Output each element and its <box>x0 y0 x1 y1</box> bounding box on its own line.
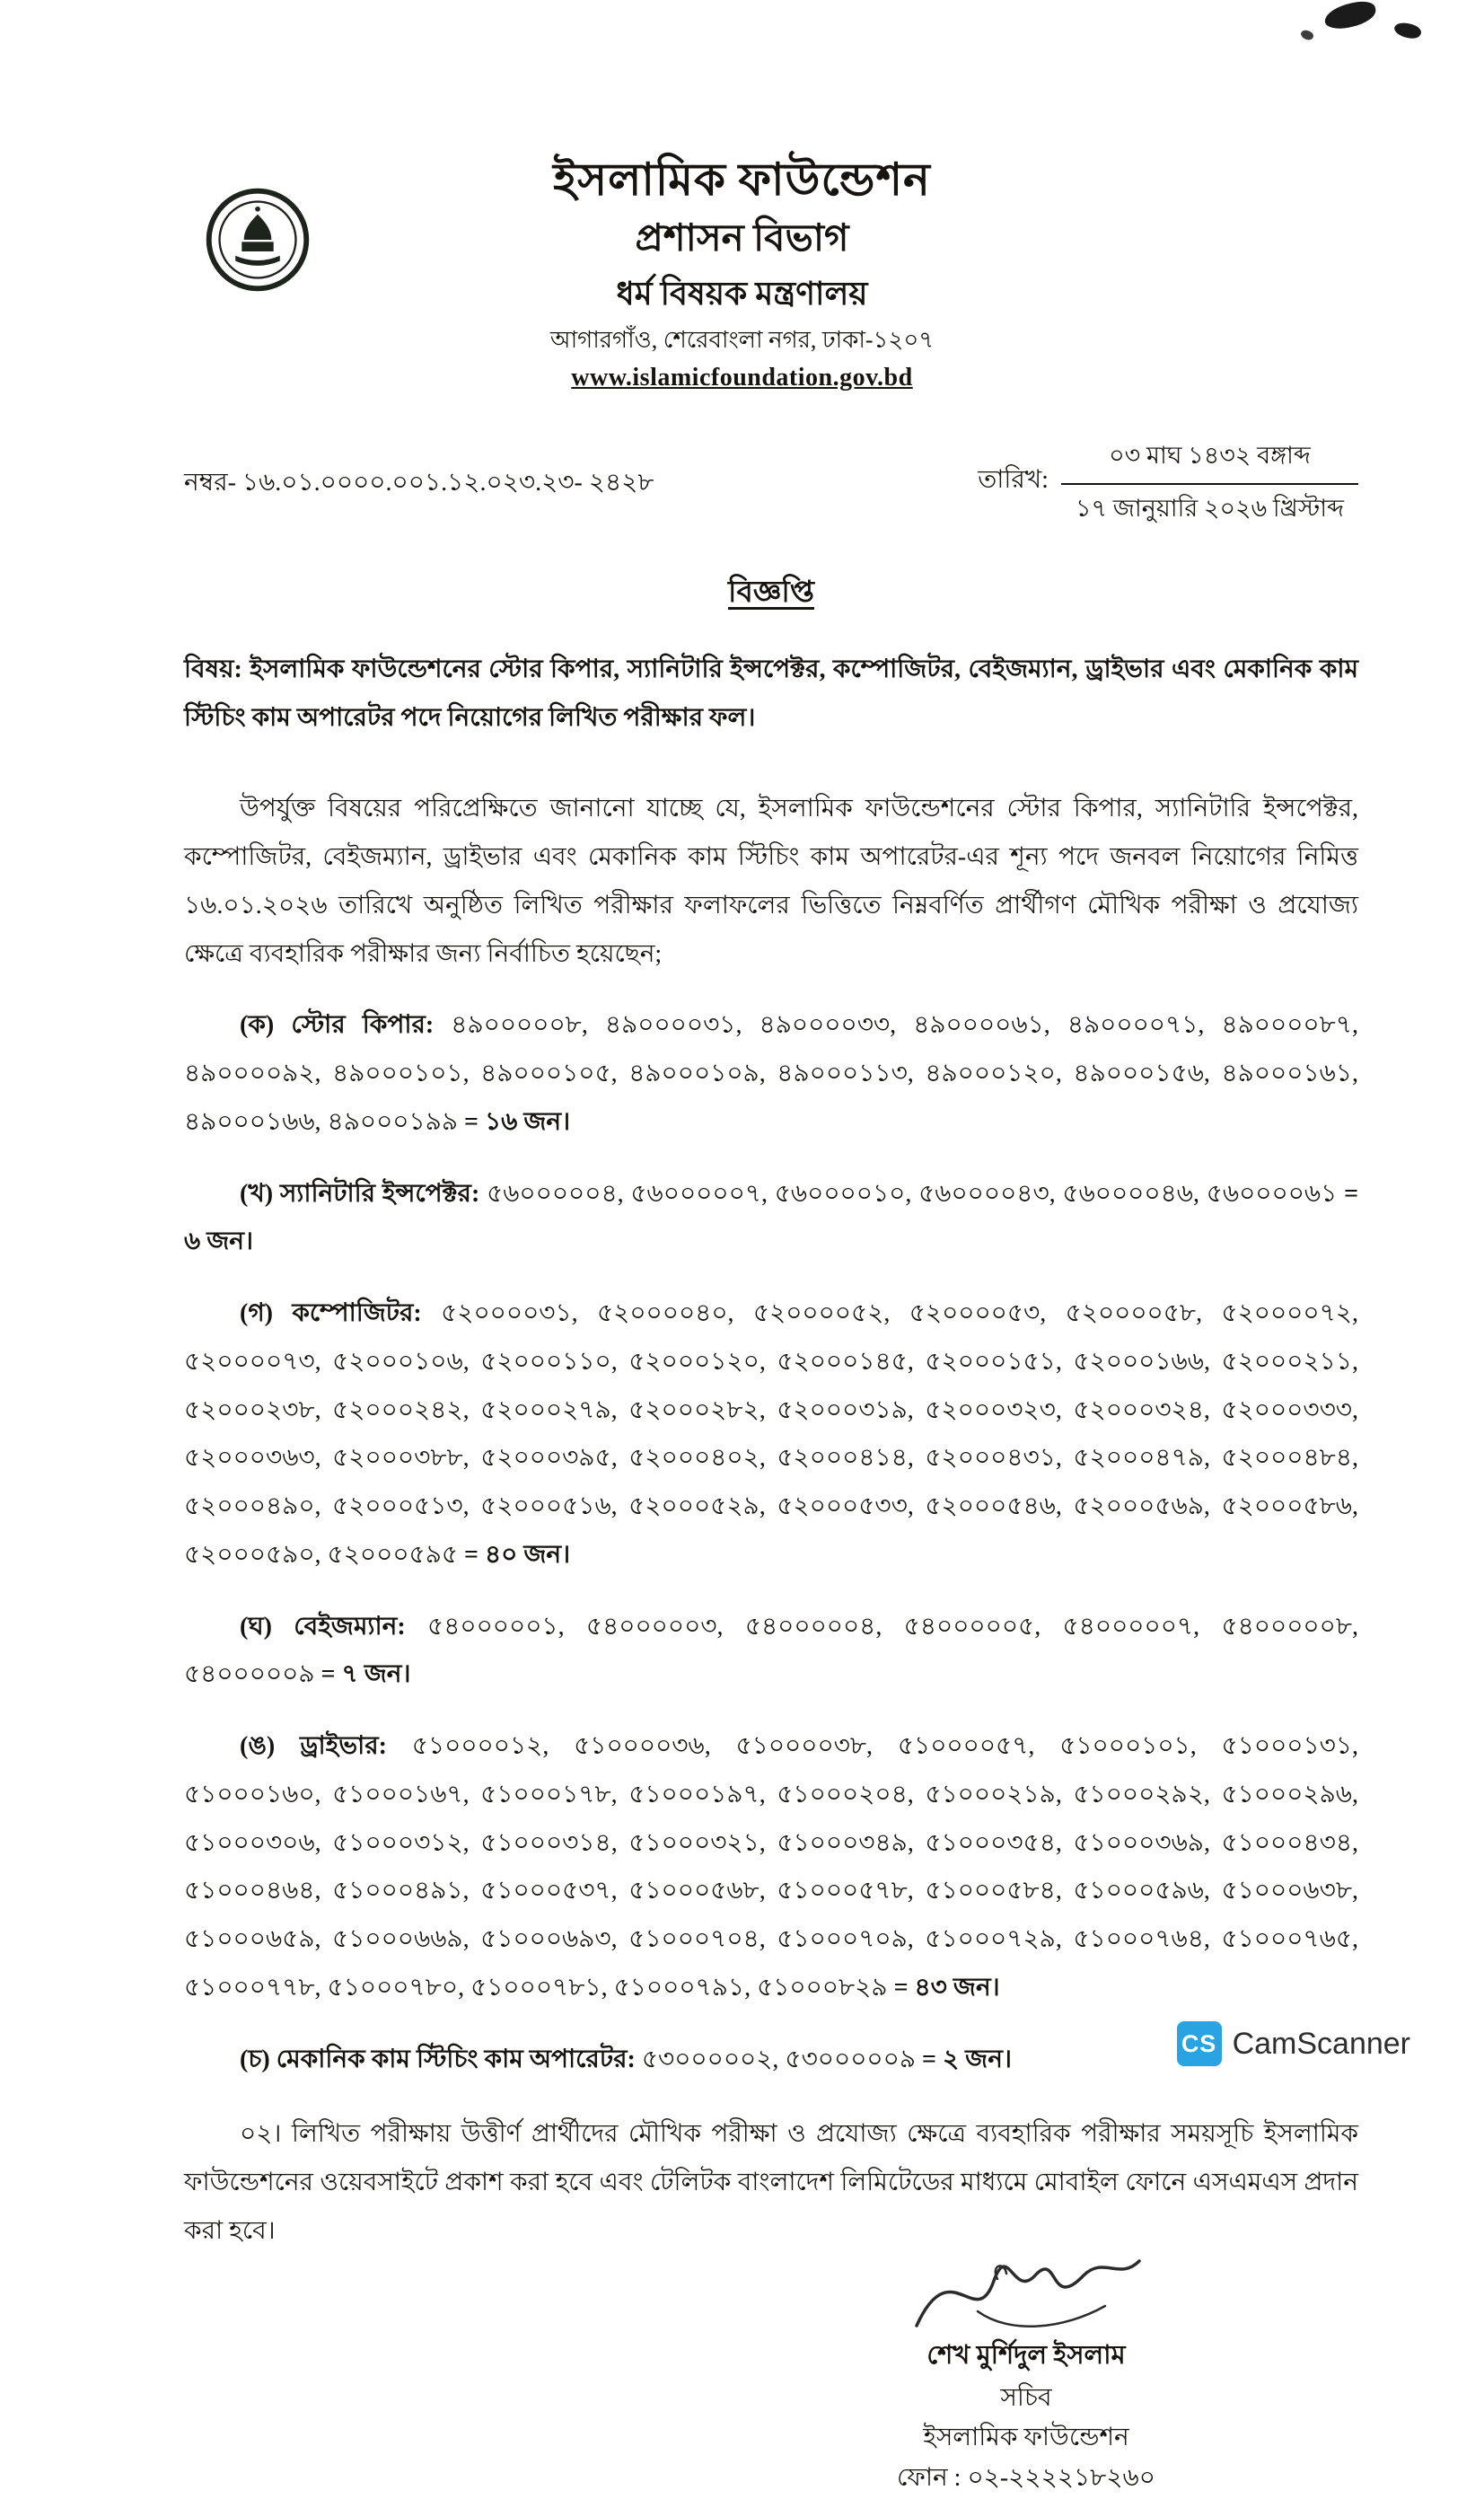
date-bangla: ০৩ মাঘ ১৪৩২ বঙ্গাব্দ <box>1109 441 1311 469</box>
intro-paragraph: উপর্যুক্ত বিষয়ের পরিপ্রেক্ষিতে জানানো যাচ্ছে যে, ইসলামিক ফাউন্ডেশনের স্টোর কিপার, স্যানিটারি ইন্সপেক্টর, কম্পোজিটর, বেইজম্যান, ড্রাইভার এবং মেকানিক কাম স্টিচিং কাম অপারেটর-এর শূন্য পদে জনবল নিয়োগের নিমিত্ত ১৬.০১.২০২৬ তারিখে অনুষ্ঠিত লিখিত পরীক্ষার ফলাফলের ভিত্তিতে নিম্নবর্ণিত প্রার্থীগণ মৌখিক পরীক্ষা ও প্রযোজ্য ক্ষেত্রে ব্যবহারিক পরীক্ষার জন্য নির্বাচিত হয়েছেন; <box>184 795 1358 968</box>
closing-paragraph: ০২। লিখিত পরীক্ষায় উত্তীর্ণ প্রার্থীদের মৌখিক পরীক্ষা ও প্রযোজ্য ক্ষেত্রে ব্যবহারিক পরীক্ষার সময়সূচি ইসলামিক ফাউন্ডেশনের ওয়েবসাইটে প্রকাশ করা হবে এবং টেলিটক বাংলাদেশ লিমিটেডের মাধ্যমে মোবাইল ফোনে এসএমএস প্রদান করা হবে। <box>184 2120 1358 2245</box>
result-item-compositor <box>184 1289 1358 1579</box>
website-link[interactable]: www.islamicfoundation.gov.bd <box>571 364 913 392</box>
result-head <box>240 1732 387 1760</box>
signatory-designation: সচিব <box>1000 2383 1052 2412</box>
result-head <box>240 1299 422 1327</box>
signatory-name: শেখ মুর্শিদুল ইসলাম <box>926 2340 1126 2370</box>
result-count: = ৬ জন। <box>184 1179 1359 1256</box>
result-roll-numbers: ৫৬০০০০০৪, ৫৬০০০০০৭, ৫৬০০০০১০, ৫৬০০০০৪৩, ৫৬০০০০৪৬, ৫৬০০০০৬১ <box>487 1179 1338 1208</box>
signatory-organization: ইসলামিক ফাউন্ডেশন <box>923 2424 1129 2452</box>
result-roll-numbers: ৫১০০০০১২, ৫১০০০০৩৬, ৫১০০০০৩৮, ৫১০০০০৫৭, ৫১০০০১০১, ৫১০০০১৩১, ৫১০০০১৬০, ৫১০০০১৬৭, ৫১০০০১৭৮, ৫১০০০১৯৭, ৫১০০০২০৪, ৫১০০০২১৯, ৫১০০০২৯২, ৫১০০০২৯৬, ৫১০০০৩০৬, ৫১০০০৩১২, ৫১০০০৩১৪, ৫১০০০৩২১, ৫১০০০৩৪৯, ৫১০০০৩৫৪, ৫১০০০৩৬৯, ৫১০০০৪৩৪, ৫১০০০৪৬৪, ৫১০০০৪৯১, ৫১০০০৫৩৭, ৫১০০০৫৬৮, ৫১০০০৫৭৮, ৫১০০০৫৮৪, ৫১০০০৫৯৬, ৫১০০০৬৩৮, ৫১০০০৬৫৯, ৫১০০০৬৬৯, ৫১০০০৬৯৩, ৫১০০০৭০৪, ৫১০০০৭০৯, ৫১০০০৭২৯, ৫১০০০৭৬৪, ৫১০০০৭৬৫, ৫১০০০৭৭৮, ৫১০০০৭৮০, ৫১০০০৭৮১, ৫১০০০৭৯১, ৫১০০০৮২৯ <box>184 1732 1359 2002</box>
date-gregorian: ১৭ জানুয়ারি ২০২৬ খ্রিস্টাব্দ <box>1075 494 1344 522</box>
islamic-foundation-seal-icon <box>205 187 311 293</box>
date-label: তারিখ: <box>978 466 1049 495</box>
result-head <box>240 1011 434 1039</box>
result-count: = ৪৩ জন। <box>893 1973 1000 2002</box>
result-label: (চ) <box>240 2045 270 2073</box>
notice-body <box>184 437 1358 2499</box>
date-stack <box>1061 437 1358 531</box>
memo-row <box>184 437 1358 531</box>
result-count: = ২ জন। <box>922 2045 1012 2073</box>
result-title: মেকানিক কাম স্টিচিং কাম অপারেটর: <box>276 2045 636 2073</box>
result-title: স্যানিটারি ইন্সপেক্টর: <box>279 1179 480 1208</box>
date-block <box>978 437 1358 531</box>
result-item-store-keeper <box>184 1001 1358 1146</box>
result-roll-numbers: ৫২০০০০৩১, ৫২০০০০৪০, ৫২০০০০৫২, ৫২০০০০৫৩, ৫২০০০০৫৮, ৫২০০০০৭২, ৫২০০০০৭৩, ৫২০০০১০৬, ৫২০০০১১০, ৫২০০০১২০, ৫২০০০১৪৫, ৫২০০০১৫১, ৫২০০০১৬৬, ৫২০০০২১১, ৫২০০০২৩৮, ৫২০০০২৪২, ৫২০০০২৭৯, ৫২০০০২৮২, ৫২০০০৩১৯, ৫২০০০৩২৩, ৫২০০০৩২৪, ৫২০০০৩৩৩, ৫২০০০৩৬৩, ৫২০০০৩৮৮, ৫২০০০৩৯৫, ৫২০০০৪০২, ৫২০০০৪১৪, ৫২০০০৪৩১, ৫২০০০৪৭৯, ৫২০০০৪৮৪, ৫২০০০৪৯০, ৫২০০০৫১৩, ৫২০০০৫১৬, ৫২০০০৫২৯, ৫২০০০৫৩৩, ৫২০০০৫৪৬, ৫২০০০৫৬৯, ৫২০০০৫৮৬, ৫২০০০৫৯০, ৫২০০০৫৯৫ <box>184 1299 1359 1569</box>
result-roll-numbers: ৫৩০০০০০২, ৫৩০০০০০৯ <box>641 2045 917 2073</box>
result-count: = ৭ জন। <box>321 1660 411 1689</box>
camscanner-watermark <box>1177 2021 1410 2066</box>
camscanner-logo-icon: CS <box>1177 2021 1222 2066</box>
signature-block <box>820 2225 1233 2499</box>
subject-line: বিষয়: ইসলামিক ফাউন্ডেশনের স্টোর কিপার, স্যানিটারি ইন্সপেক্টর, কম্পোজিটর, বেইজম্যান, ড্রাইভার এবং মেকানিক কাম স্টিচিং কাম অপারেটর পদে নিয়োগের লিখিত পরীক্ষার ফল। <box>184 655 1358 732</box>
org-name: ইসলামিক ফাউন্ডেশন <box>553 154 931 205</box>
result-label: (ক) <box>240 1011 275 1040</box>
result-count: = ৪০ জন। <box>464 1540 571 1569</box>
org-address: আগারগাঁও, শেরেবাংলা নগর, ঢাকা-১২০৭ <box>549 326 935 353</box>
result-item-driver <box>184 1722 1358 2012</box>
memo-number: নম্বর- ১৬.০১.০০০০.০০১.১২.০২৩.২৩- ২৪২৮ <box>184 469 654 497</box>
result-label: (ঙ) <box>240 1732 276 1761</box>
result-head <box>240 1613 406 1641</box>
result-roll-numbers: ৫৪০০০০০১, ৫৪০০০০০৩, ৫৪০০০০০৪, ৫৪০০০০০৫, ৫৪০০০০০৭, ৫৪০০০০০৮, ৫৪০০০০০৯ <box>184 1612 1359 1689</box>
result-count: = ১৬ জন। <box>464 1107 571 1136</box>
result-head <box>240 2046 636 2073</box>
handwritten-signature <box>891 2225 1161 2351</box>
ministry-name: ধর্ম বিষয়ক মন্ত্রণালয় <box>616 275 868 312</box>
result-label: (গ) <box>240 1299 273 1328</box>
signatory-phone: ফোন : ০২-২২২২১৮২৬০ <box>897 2464 1155 2493</box>
camscanner-brand-text: CamScanner <box>1232 2026 1410 2061</box>
result-title: বেইজম্যান: <box>294 1612 406 1641</box>
result-item-sanitary-inspector <box>184 1170 1358 1267</box>
result-head <box>240 1180 479 1208</box>
result-title: কম্পোজিটর: <box>292 1299 422 1328</box>
result-label: (খ) <box>240 1179 274 1208</box>
result-title: ড্রাইভার: <box>300 1732 387 1761</box>
result-title: স্টোর কিপার: <box>291 1011 435 1040</box>
notice-title: বিজ্ঞপ্তি <box>728 576 814 609</box>
result-label: (ঘ) <box>240 1612 272 1641</box>
result-item-baizman <box>184 1603 1358 1700</box>
result-roll-numbers: ৪৯০০০০০৮, ৪৯০০০০৩১, ৪৯০০০০৩৩, ৪৯০০০০৬১, ৪৯০০০০৭১, ৪৯০০০০৮৭, ৪৯০০০০৯২, ৪৯০০০১০১, ৪৯০০০১০৫, ৪৯০০০১০৯, ৪৯০০০১১৩, ৪৯০০০১২০, ৪৯০০০১৫৬, ৪৯০০০১৬১, ৪৯০০০১৬৬, ৪৯০০০১৯৯ <box>184 1011 1358 1136</box>
division-name: প্রশাসন বিভাগ <box>635 218 849 260</box>
